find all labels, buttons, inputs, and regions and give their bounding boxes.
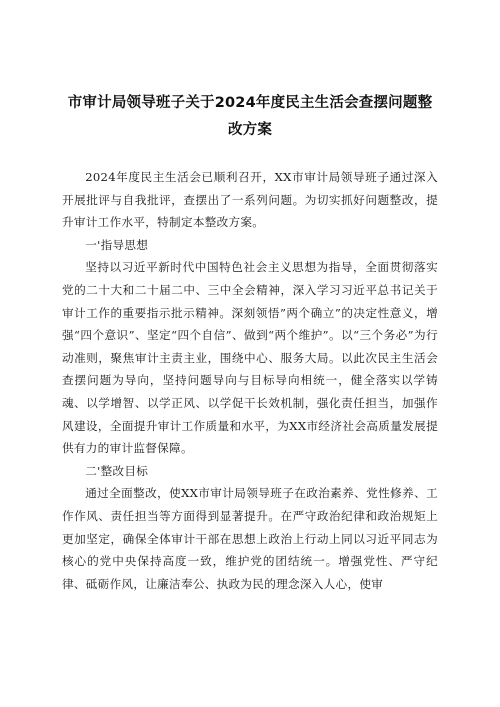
section-heading-rectification-goals: 二'整改目标: [85, 463, 149, 478]
intro-paragraph: 2024年度民主生活会已顺利召开，XX市审计局领导班子通过深入开展批评与自我批评，查摆出了一系列问题。为切实抓好问题整改，提升审计工作水平，特制定本整改方案。: [62, 170, 438, 230]
document-title: 市审计局领导班子关于2024年度民主生活会查摆问题整改方案: [67, 95, 433, 138]
section-body-guiding-ideology: 坚持以习近平新时代中国特色社会主义思想为指导，全面贯彻落实党的二十大和二十届二中、三中全会精神，深入学习习近平总书记关于审计工作的重要指示批示精神。深刻领悟”两个确立”的决定性意义，增强“四个意识”、坚定“四个自信”、做到“两个维护”。以“三个务必”为行动准则，聚焦审计主责主业，围绕中心、服务大局。以此次民主生活会查摆问题为导向，坚持问题导向与目标导向相统一，健全落实以学铸魂、以学增智、以学正风、以学促干长效机制，强化责任担当，加强作风建设，全面提升审计工作质量和水平，为XX市经济社会高质量发展提供有力的审计监督保障。: [62, 260, 438, 456]
section-body-rectification-goals: 通过全面整改，使XX市审计局领导班子在政治素养、党性修养、工作作风、责任担当等方面得到显著提升。在严守政治纪律和政治规矩上更加坚定，确保全体审计干部在思想上政治上行动上同以习近平同志为核心的党中央保持高度一致，维护党的团结统一。增强党性、严守纪律、砥砺作风，让廉洁奉公、执政为民的理念深入人心，使审: [62, 486, 438, 591]
section-heading-guiding-ideology: 一'指导思想: [85, 237, 149, 252]
